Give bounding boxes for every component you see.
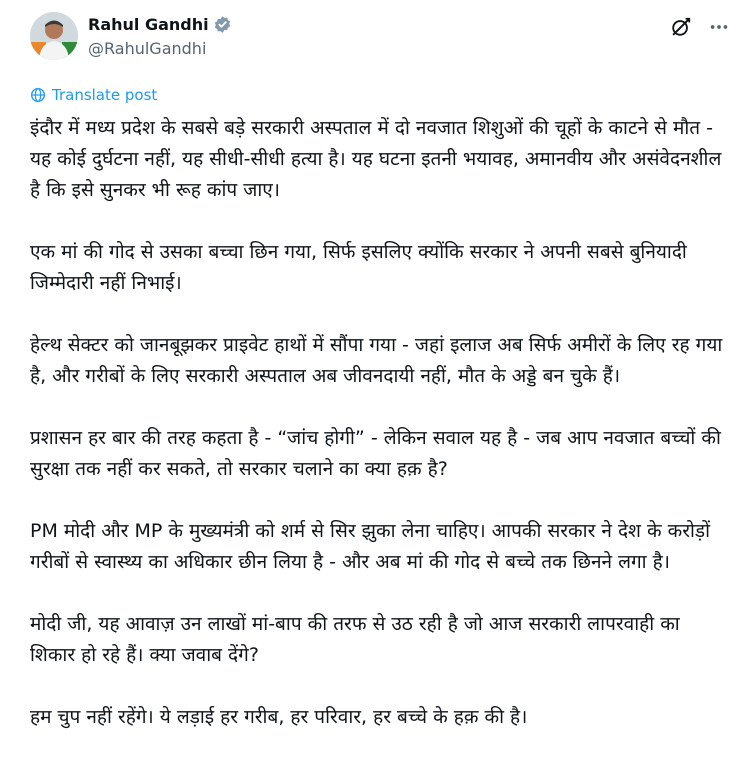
post-paragraph: एक मां की गोद से उसका बच्चा छिन गया, सिर्फ इसलिए क्योंकि सरकार ने अपनी सबसे बुनियादी जिम्मेदारी नहीं निभाई।: [30, 241, 687, 294]
post-paragraph: हेल्थ सेक्टर को जानबूझकर प्राइवेट हाथों में सौंपा गया - जहां इलाज अब सिर्फ अमीरों के लिए रह गया है, और गरीबों के लिए सरकारी अस्पताल अब जीवनदायी नहीं, मौत के अड्डे बन चुके हैं।: [30, 334, 723, 387]
author-display-name[interactable]: Rahul Gandhi: [88, 14, 209, 34]
post-paragraph: मोदी जी, यह आवाज़ उन लाखों मां-बाप की तरफ से उठ रही है जो आज सरकारी लापरवाही का शिकार हो रहे हैं। क्या जवाब देंगे?: [30, 613, 680, 666]
post-paragraph: इंदौर में मध्य प्रदेश के सबसे बड़े सरकारी अस्पताल में दो नवजात शिशुओं की चूहों के काटने से मौत - यह कोई दुर्घटना नहीं, यह सीधी-सीधी हत्या है। यह घटना इतनी भयावह, अमानवीय और असंवेदनशील है कि इसे सुनकर भी रूह कांप जाए।: [30, 117, 722, 201]
post-actions: [670, 16, 730, 38]
avatar-image: [30, 12, 78, 60]
avatar[interactable]: [30, 12, 78, 60]
post-paragraph: PM मोदी और MP के मुख्यमंत्री को शर्म से सिर झुका लेना चाहिए। आपकी सरकार ने देश के करोड़ों गरीबों से स्वास्थ्य का अधिकार छीन लिया है - और अब मां की गोद से बच्चे तक छिनने लगा है।: [30, 520, 711, 573]
post-body: [30, 113, 730, 733]
author-names: [88, 12, 232, 58]
post-header: [30, 10, 730, 66]
post-paragraph: हम चुप नहीं रहेंगे। ये लड़ाई हर गरीब, हर परिवार, हर बच्चे के हक़ की है।: [30, 706, 528, 728]
grok-icon[interactable]: [670, 16, 692, 38]
verified-badge-icon: [213, 15, 232, 34]
post-paragraph: प्रशासन हर बार की तरह कहता है - “जांच होगी” - लेकिन सवाल यह है - जब आप नवजात बच्चों की सुरक्षा तक नहीं कर सकते, तो सरकार चलाने का क्या हक़ है?: [30, 427, 721, 480]
translate-post-link[interactable]: [30, 86, 157, 104]
more-options-icon[interactable]: [708, 16, 730, 38]
author-handle[interactable]: @RahulGandhi: [88, 39, 207, 58]
globe-icon: [30, 87, 46, 103]
translate-post-label: Translate post: [52, 86, 158, 104]
